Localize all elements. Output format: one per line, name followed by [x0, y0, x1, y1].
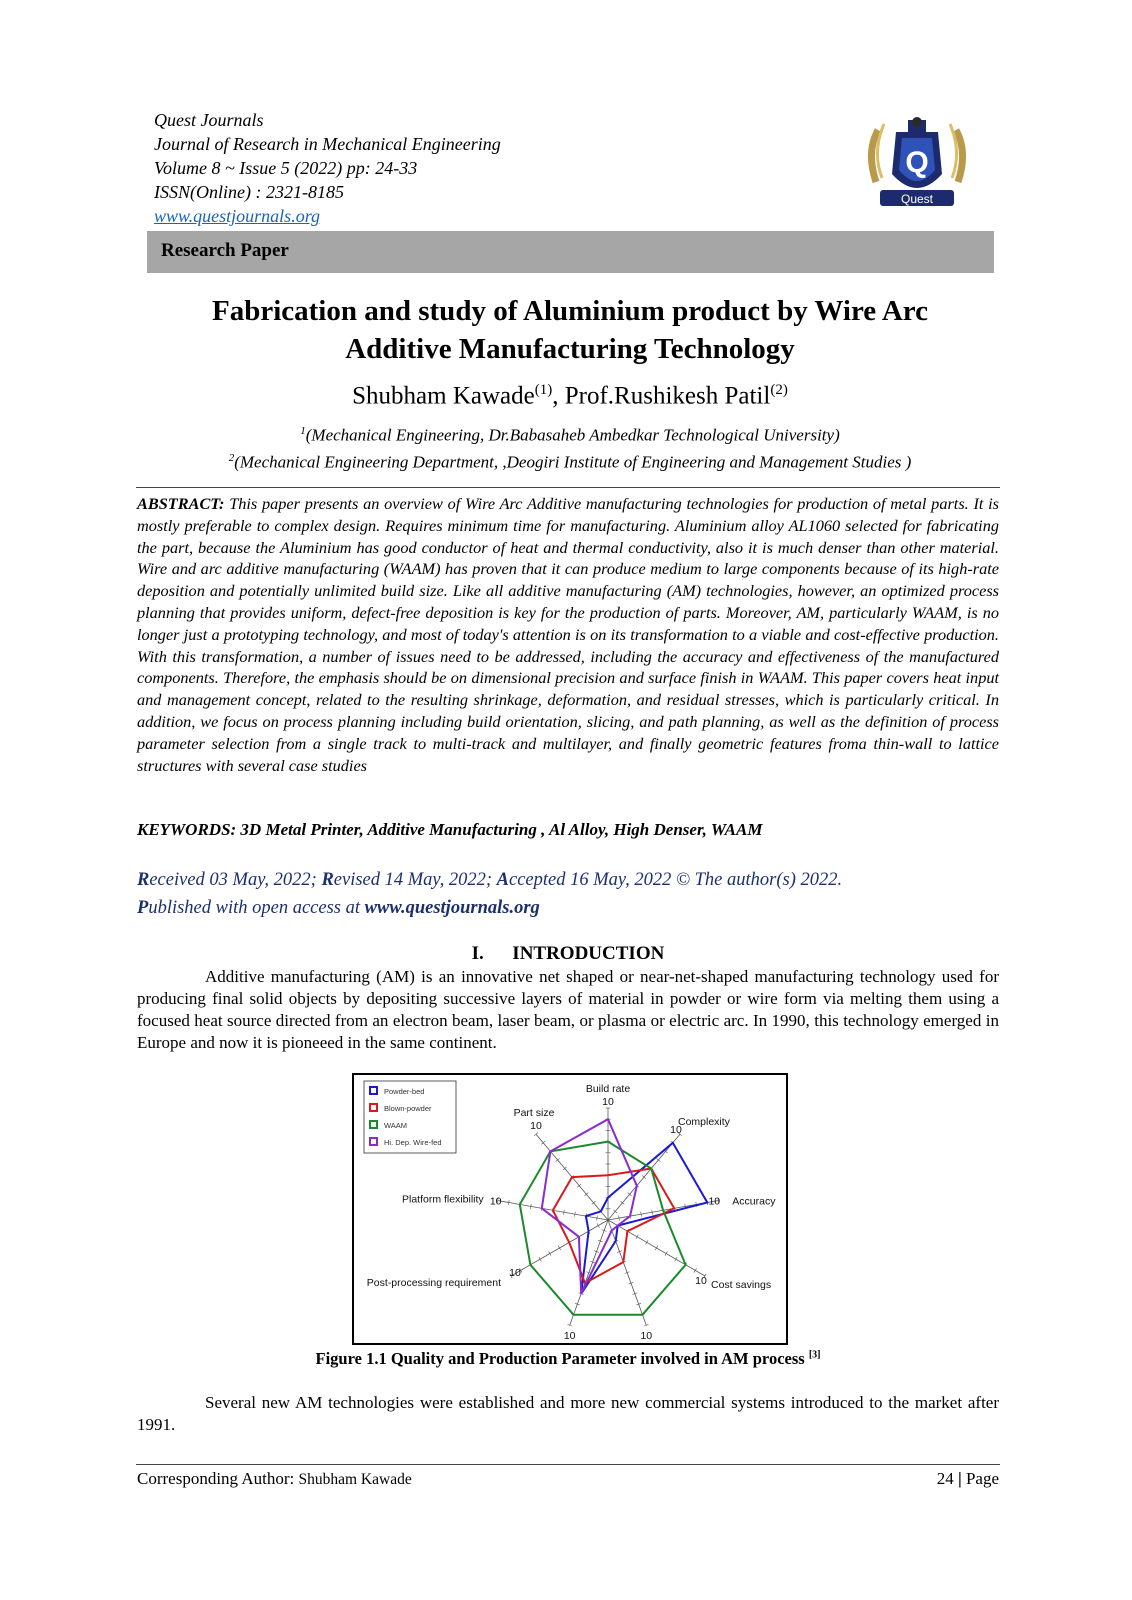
radar-tick — [508, 1200, 509, 1205]
radar-tick — [539, 1257, 542, 1261]
section-bar-label: Research Paper — [161, 240, 289, 261]
radar-tick — [597, 1223, 600, 1227]
journal-url-link[interactable]: www.questjournals.org — [154, 206, 321, 226]
radar-tick — [619, 1216, 620, 1221]
radar-tick — [563, 1210, 564, 1215]
published-initial: P — [137, 898, 149, 918]
footer-page — [880, 1469, 999, 1489]
page-word: Page — [965, 1469, 999, 1488]
logo-letter: Q — [905, 146, 929, 179]
radar-tick — [665, 1251, 668, 1255]
radar-max-label: 10 — [563, 1330, 576, 1343]
affiliation-1 — [120, 420, 1020, 447]
radar-max-label: 10 — [509, 1267, 521, 1279]
abstract-text: This paper presents an overview of Wire Arc Additive manufacturing technologies for production of metal parts. It is mostly preferable to complex design. Requires minimum time for manufacturing. Aluminium alloy AL1060 selected for fabricating the part, because the Aluminium has good conductor of heat and thermal conductivity, also it is much denser than other material. Wire and arc additive manufacturing (WAAM) has proven that it can produce medium to large components because of its high-rate deposition and potentially unlimited build size. Like all additive manufacturing (AM) technologies, however, an optimized process planning that provides uniform, defect-free deposition is key for the production of parts. Moreover, AM, particularly WAAM, is no longer just a prototyping technology, and most of today's attention is on its transformation to a viable and cost-effective production. With this transformation, a number of issues need to be addressed, including the accuracy and effectiveness of the manufactured components. Therefore, the emphasis should be on dimensional precision and surface finish in WAAM. This paper covers heat input and management concept, related to the resulting shrinkage, deformation, and residual stresses, which is particularly critical. In addition, we focus on process planning including build orientation, slicing, and path planning, as well as the definition of process parameter selection from a single track to multi-track and multilayer, and finally geometric features froma thin-wall to lattice structures with several case studies — [137, 494, 999, 775]
abstract-label: ABSTRACT: — [137, 494, 225, 513]
affiliation-2-sup: 2 — [228, 451, 235, 464]
affiliation-2 — [120, 447, 1020, 474]
published-url[interactable]: www.questjournals.org — [364, 898, 540, 918]
journal-header — [154, 108, 501, 228]
radar-max-label: 10 — [670, 1124, 682, 1137]
radar-tick — [636, 1235, 639, 1239]
paragraph-2: Several new AM technologies were established and more new commercial systems introduced to the market after 1991. — [137, 1393, 999, 1434]
radar-axis-label: Part size — [513, 1107, 555, 1120]
abstract — [137, 493, 999, 776]
page-separator: | — [953, 1469, 966, 1488]
published-line — [137, 894, 999, 922]
received-dates — [137, 866, 999, 922]
author-2-sup: (2) — [770, 382, 788, 398]
radar-legend-label: Hi. Dep. Wire-fed — [384, 1138, 442, 1147]
radar-max-label: 10 — [489, 1195, 502, 1208]
radar-tick — [530, 1204, 531, 1209]
keywords: KEYWORDS: 3D Metal Printer, Additive Manufacturing , Al Alloy, High Denser, WAAM — [137, 820, 763, 839]
radar-max-label: 10 — [602, 1096, 614, 1108]
accepted-initial: A — [496, 870, 509, 890]
journal-name: Quest Journals — [154, 110, 264, 130]
title-line-1: Fabrication and study of Aluminium product by Wire Arc — [212, 295, 928, 327]
affiliation-2-text: (Mechanical Engineering Department, ,Deogiri Institute of Engineering and Management Studies ) — [234, 452, 912, 472]
radar-tick — [558, 1246, 561, 1250]
footer-author-label: Corresponding Author: — [137, 1469, 299, 1488]
author-1-sup: (1) — [534, 382, 553, 398]
radar-tick — [675, 1257, 678, 1261]
title-line-2: Additive Manufacturing Technology — [345, 333, 795, 365]
radar-max-label: 10 — [640, 1330, 653, 1343]
radar-axis-label: Accuracy — [732, 1195, 776, 1208]
figure-caption — [137, 1349, 999, 1369]
journal-issn: ISSN(Online) : 2321-8185 — [154, 182, 344, 202]
radar-tick — [641, 1212, 642, 1217]
radar-series-waam — [520, 1142, 686, 1315]
radar-tick — [646, 1240, 649, 1244]
authors — [120, 382, 1020, 410]
revised-initial: R — [321, 870, 334, 890]
radar-tick — [694, 1268, 697, 1272]
quest-logo — [858, 112, 976, 218]
footer-author-name: Shubham Kawade — [298, 1471, 412, 1488]
radar-axis-label: Build rate — [585, 1083, 631, 1095]
accepted-text: ccepted 16 May, 2022 © The author(s) 2022. — [509, 870, 843, 890]
radar-legend-label: Blown-powder — [384, 1104, 432, 1113]
revised-text: evised 14 May, 2022; — [333, 870, 497, 890]
logo-text: Quest — [900, 192, 934, 206]
radar-tick — [655, 1246, 658, 1250]
radar-max-label: 10 — [530, 1120, 542, 1133]
author-separator: , — [552, 382, 565, 410]
radar-tick — [549, 1251, 552, 1255]
radar-axis-label: Post-processing requirement — [366, 1277, 502, 1289]
footer-author — [137, 1469, 412, 1489]
footer-divider — [136, 1464, 1000, 1465]
affiliation-1-text: (Mechanical Engineering, Dr.Babasaheb Ambedkar Technological University) — [305, 425, 840, 445]
figure-radar-chart — [352, 1073, 788, 1345]
radar-max-label: 10 — [695, 1275, 707, 1287]
section-heading-introduction: I. INTRODUCTION — [471, 943, 665, 964]
radar-axis-label: Platform flexibility — [401, 1193, 484, 1206]
received-text: eceived 03 May, 2022; — [149, 870, 322, 890]
radar-legend-label: Powder-bed — [384, 1087, 425, 1096]
journal-fullname: Journal of Research in Mechanical Engineering — [154, 134, 501, 154]
author-1: Shubham Kawade — [352, 382, 535, 410]
radar-tick — [597, 1216, 598, 1221]
radar-axis-label: Cost savings — [710, 1279, 772, 1291]
paper-title — [120, 292, 1020, 368]
intro-paragraph: Additive manufacturing (AM) is an innovative net shaped or near-net-shaped manufacturing technology used for producing final solid objects by depositing successive layers of material in powder or wire form via melting them using a focused heat source directed from an electron beam, laser beam, or plasma or electric arc. In 1990, this technology emerged in Europe and now it is pioneeed in the same continent. — [137, 967, 999, 1052]
received-line — [137, 866, 999, 894]
page-number: 24 — [936, 1469, 954, 1488]
affiliations — [120, 420, 1020, 473]
radar-chart-svg — [354, 1075, 786, 1343]
section-bar — [147, 231, 994, 273]
radar-axis-label: Complexity — [677, 1116, 730, 1129]
figure-caption-ref: [3] — [808, 1349, 821, 1361]
divider — [136, 487, 1000, 488]
radar-tick — [652, 1210, 653, 1215]
figure-caption-text: Figure 1.1 Quality and Production Parameter involved in AM process — [315, 1349, 809, 1368]
radar-tick — [574, 1212, 575, 1217]
journal-volume: Volume 8 ~ Issue 5 (2022) pp: 24-33 — [154, 158, 418, 178]
radar-max-label: 10 — [708, 1195, 721, 1208]
author-2: Prof.Rushikesh Patil — [564, 382, 771, 410]
published-text: ublished with open access at — [148, 898, 365, 918]
affiliation-1-sup: 1 — [300, 425, 306, 437]
received-initial: R — [137, 870, 150, 890]
radar-legend-label: WAAM — [384, 1121, 408, 1130]
